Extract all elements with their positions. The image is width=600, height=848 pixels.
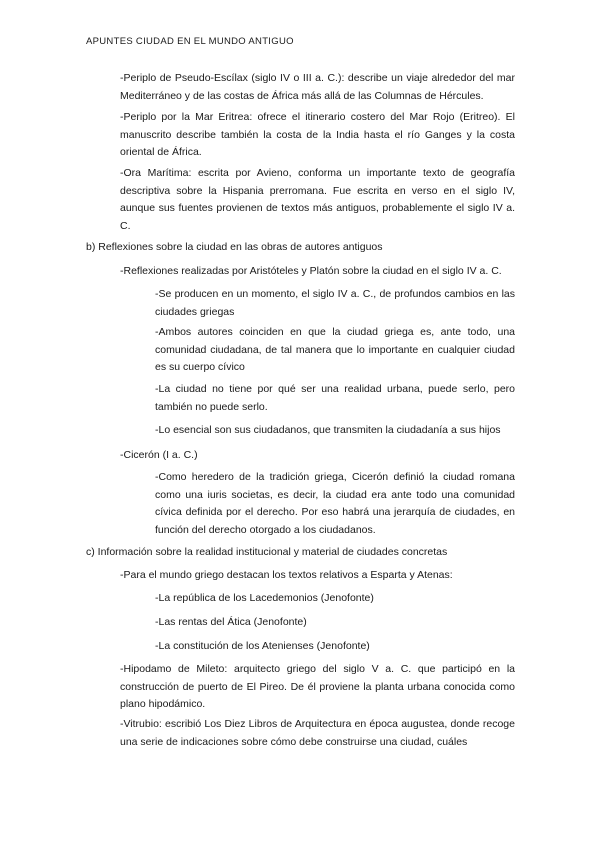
bullet-ciudadanos: -Lo esencial son sus ciudadanos, que transmiten la ciudadanía a sus hijos [155,424,501,436]
bullet-lacedemonios: -La república de los Lacedemonios (Jenofonte) [155,592,374,604]
page-header: APUNTES CIUDAD EN EL MUNDO ANTIGUO [86,36,294,47]
section-heading-c: c) Información sobre la realidad institucional y material de ciudades concretas [86,546,448,558]
paragraph-mar-eritrea: -Periplo por la Mar Eritrea: ofrece el itinerario costero del Mar Rojo (Eritreo). El manuscrito describe también la costa de la India hasta el río Ganges y la costa oriental de África. [120,111,515,158]
bullet-realidad-urbana: -La ciudad no tiene por qué ser una realidad urbana, puede serlo, pero también no puede serlo. [155,383,515,413]
bullet-comunidad: -Ambos autores coinciden en que la ciudad griega es, ante todo, una comunidad ciudadana, de tal manera que lo importante en cualquier ciudad es su cuerpo cívico [155,326,515,373]
paragraph-ora-maritima: -Ora Marítima: escrita por Avieno, conforma un importante texto de geografía descriptiva sobre la Hispania prerromana. Fue escrita en verso en el siglo IV, aunque sus fuentes provienen de textos más antiguos, probablemente el siglo IV a. C. [120,167,515,232]
bullet-ciceron: -Como heredero de la tradición griega, Cicerón definió la ciudad romana como una iuris societas, es decir, la ciudad era ante todo una comunidad cívica definida por el derecho. Por eso habrá una jerarquía de ciudades, en función del derecho otorgado a los ciudadanos. [155,471,515,536]
bullet-cambios: -Se producen en un momento, el siglo IV a. C., de profundos cambios en las ciudades griegas [155,288,515,318]
paragraph-vitrubio: -Vitrubio: escribió Los Diez Libros de Arquitectura en época augustea, donde recoge una serie de indicaciones sobre cómo debe construirse una ciudad, cuáles [120,718,515,748]
paragraph-mundo-griego: -Para el mundo griego destacan los textos relativos a Esparta y Atenas: [120,569,453,581]
paragraph-ciceron: -Cicerón (I a. C.) [120,449,198,461]
section-heading-b: b) Reflexiones sobre la ciudad en las obras de autores antiguos [86,241,383,253]
bullet-constitucion-atenienses: -La constitución de los Atenienses (Jenofonte) [155,640,370,652]
paragraph-pseudo-escilax: -Periplo de Pseudo-Escílax (siglo IV o III a. C.): describe un viaje alrededor del mar Mediterráneo y de las costas de África más allá de las Columnas de Hércules. [120,72,515,102]
paragraph-aristoteles-platon: -Reflexiones realizadas por Aristóteles y Platón sobre la ciudad en el siglo IV a. C. [120,265,502,277]
paragraph-hipodamo: -Hipodamo de Mileto: arquitecto griego del siglo V a. C. que participó en la construcción de puerto de El Pireo. De él proviene la planta urbana conocida como plano hipodámico. [120,663,515,710]
bullet-rentas-atica: -Las rentas del Ática (Jenofonte) [155,616,307,628]
